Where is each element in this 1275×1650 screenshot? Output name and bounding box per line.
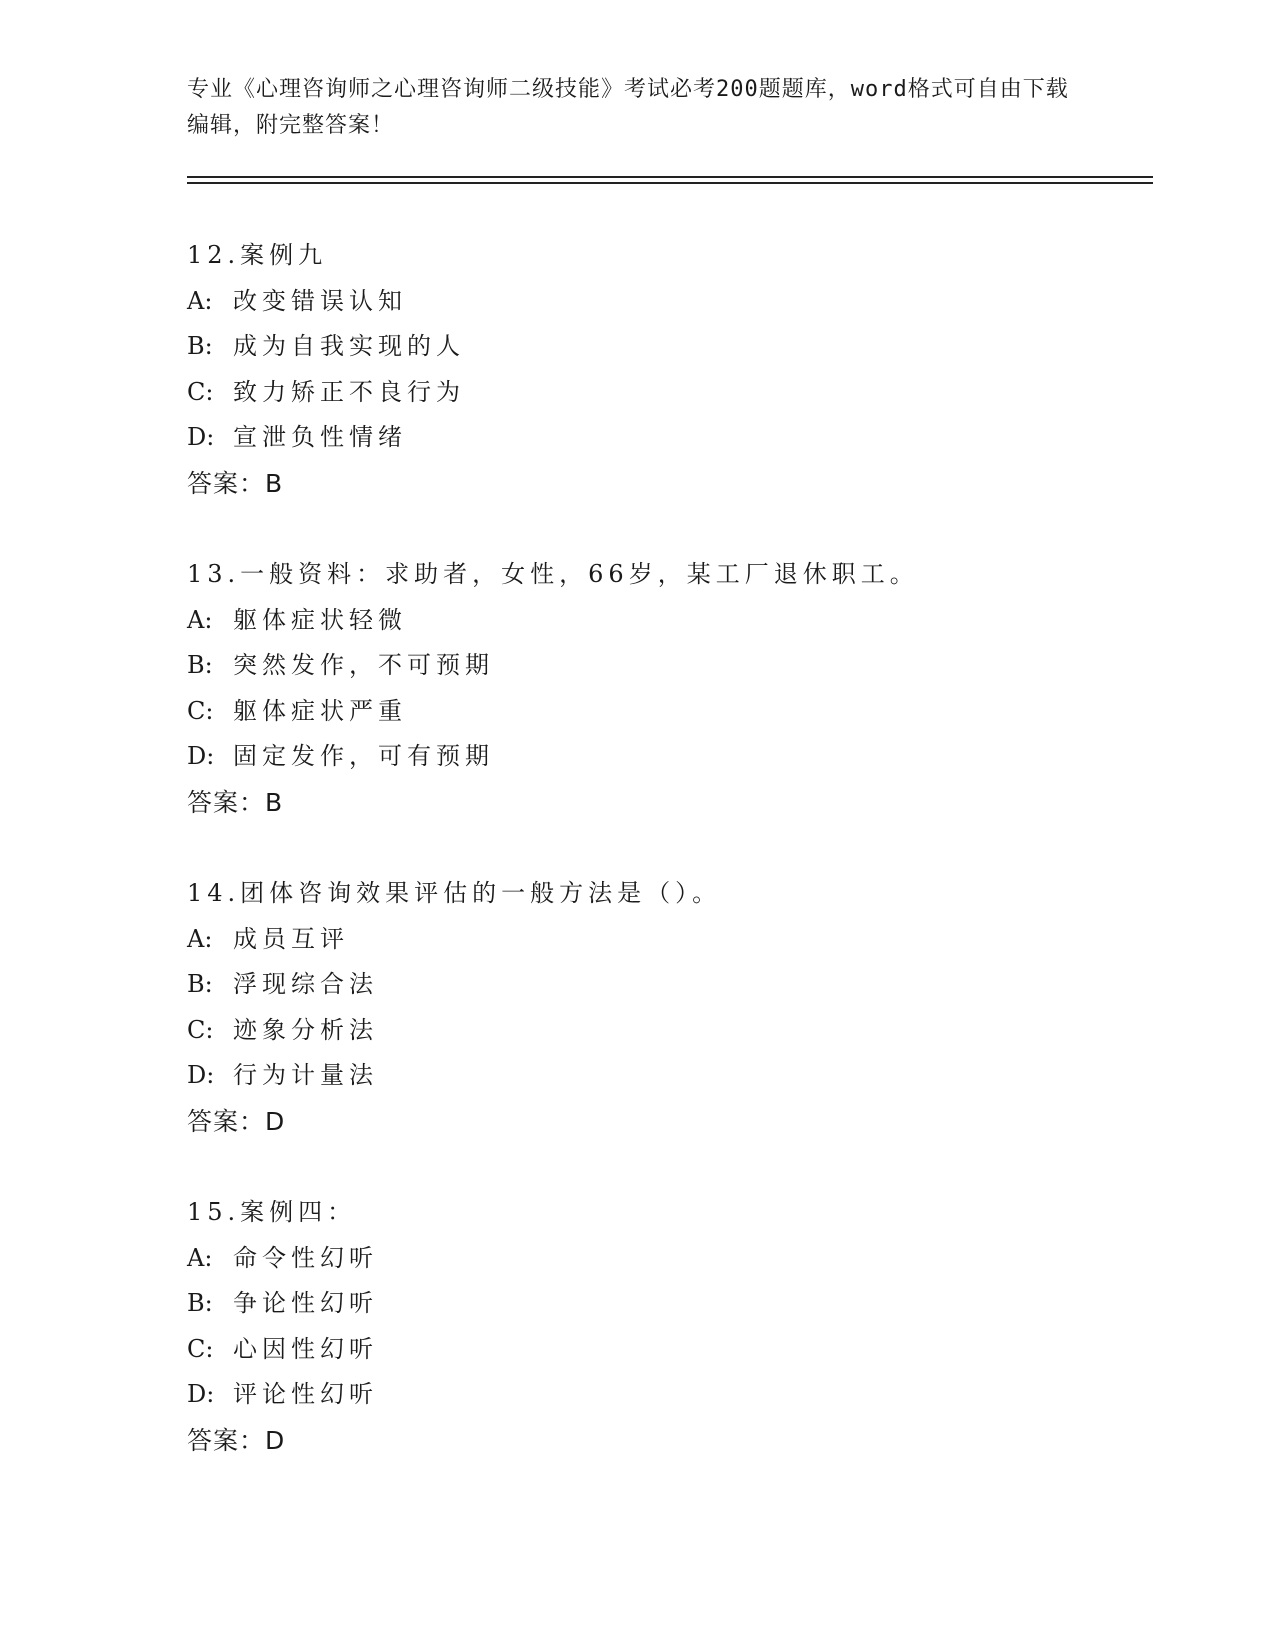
document-intro: 专业《心理咨询师之心理咨询师二级技能》考试必考200题题库，word格式可自由下载编辑，附完整答案！ xyxy=(187,77,1069,138)
question-13 xyxy=(187,552,1087,825)
question-15 xyxy=(187,1190,1087,1463)
option-text: 行为计量法 xyxy=(233,1061,378,1089)
answer-line: 答案：D xyxy=(187,1106,286,1136)
option-d xyxy=(187,1053,1087,1099)
question-stem: 13.一般资料：求助者，女性，66岁，某工厂退休职工。 xyxy=(187,560,919,588)
option-key: B: xyxy=(187,651,213,679)
option-text: 宣泄负性情绪 xyxy=(233,423,407,451)
answer-line: 答案：D xyxy=(187,1425,286,1455)
option-a xyxy=(187,917,1087,963)
answer-line: 答案：B xyxy=(187,787,284,817)
option-key: C: xyxy=(187,1334,214,1363)
option-c xyxy=(187,370,1087,416)
option-d xyxy=(187,415,1087,461)
option-key: D: xyxy=(187,1380,215,1408)
option-c xyxy=(187,689,1087,735)
option-text: 心因性幻听 xyxy=(233,1334,378,1363)
option-key: C: xyxy=(187,377,214,406)
option-d xyxy=(187,734,1087,780)
option-text: 突然发作，不可预期 xyxy=(233,651,494,679)
question-14 xyxy=(187,871,1087,1144)
option-text: 改变错误认知 xyxy=(233,286,407,315)
option-c xyxy=(187,1008,1087,1054)
option-key: B: xyxy=(187,970,213,998)
option-key: A: xyxy=(187,286,213,315)
option-key: B: xyxy=(187,332,213,360)
header-divider-bottom xyxy=(187,182,1153,184)
option-text: 浮现综合法 xyxy=(233,970,378,998)
option-b xyxy=(187,324,1087,370)
option-text: 争论性幻听 xyxy=(233,1289,378,1317)
option-key: A: xyxy=(187,1243,213,1272)
option-text: 成为自我实现的人 xyxy=(233,332,465,360)
option-key: D: xyxy=(187,423,215,451)
option-a xyxy=(187,598,1087,644)
option-d xyxy=(187,1372,1087,1418)
option-text: 躯体症状轻微 xyxy=(233,605,407,634)
option-key: B: xyxy=(187,1289,213,1317)
option-key: A: xyxy=(187,924,213,953)
option-a xyxy=(187,1236,1087,1282)
option-key: D: xyxy=(187,1061,215,1089)
option-key: A: xyxy=(187,605,213,634)
option-b xyxy=(187,1281,1087,1327)
answer-line: 答案：B xyxy=(187,468,284,498)
option-key: C: xyxy=(187,696,214,725)
option-b xyxy=(187,962,1087,1008)
question-12 xyxy=(187,233,1087,506)
option-text: 固定发作，可有预期 xyxy=(233,742,494,770)
option-a xyxy=(187,279,1087,325)
option-text: 命令性幻听 xyxy=(233,1243,378,1272)
option-key: D: xyxy=(187,742,215,770)
option-text: 致力矫正不良行为 xyxy=(233,377,465,406)
option-text: 成员互评 xyxy=(233,924,349,953)
option-text: 躯体症状严重 xyxy=(233,696,407,725)
option-text: 迹象分析法 xyxy=(233,1015,378,1044)
option-text: 评论性幻听 xyxy=(233,1380,378,1408)
question-stem: 15.案例四： xyxy=(187,1198,357,1226)
question-stem: 14.团体咨询效果评估的一般方法是（）。 xyxy=(187,879,722,907)
option-c xyxy=(187,1327,1087,1373)
question-stem: 12.案例九 xyxy=(187,241,328,269)
option-b xyxy=(187,643,1087,689)
header-divider-top xyxy=(187,176,1153,178)
option-key: C: xyxy=(187,1015,214,1044)
